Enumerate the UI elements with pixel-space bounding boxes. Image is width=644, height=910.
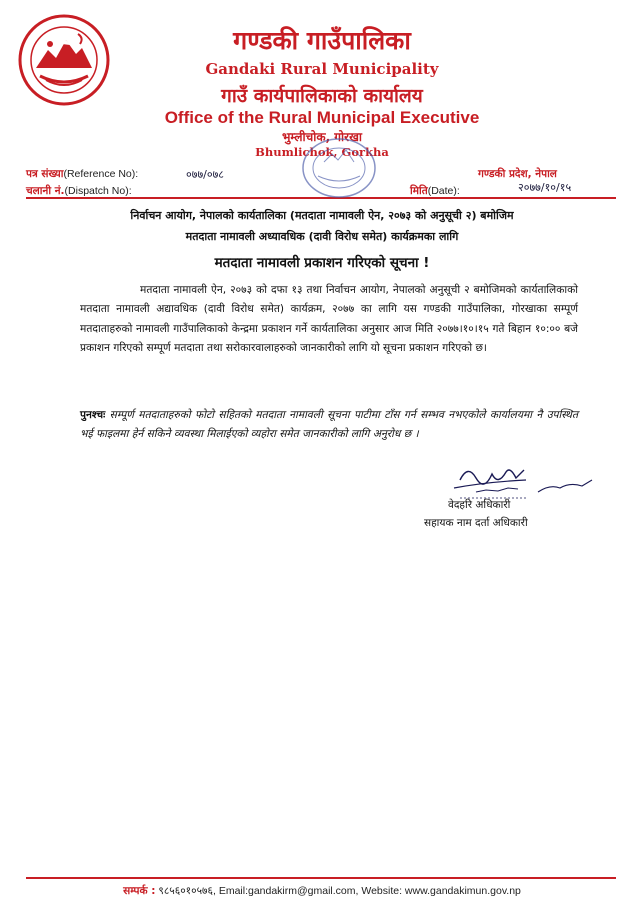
- notice-postscript: [80, 406, 578, 445]
- notice-title: मतदाता नामावली प्रकाशन गरिएको सूचना !: [214, 255, 430, 271]
- office-name-english: Office of the Rural Municipal Executive: [164, 108, 480, 127]
- footer-contact: [0, 884, 644, 898]
- place-english: Bhumlichok, Gorkha: [255, 145, 389, 159]
- date-label-nepali: मिति: [410, 185, 428, 197]
- dispatch-label-nepali: चलानी नं.: [26, 185, 65, 197]
- notice-heading-line2: मतदाता नामावली अध्यावधिक (दावी विरोध समेत) कार्यक्रमका लागि: [185, 230, 459, 243]
- date-label-english: (Date):: [427, 185, 460, 197]
- org-name-english: Gandaki Rural Municipality: [205, 60, 439, 78]
- province-text: गण्डकी प्रदेश, नेपाल: [478, 168, 557, 180]
- contact-website: Website: www.gandakimun.gov.np: [361, 885, 521, 897]
- notice-heading-line1: निर्वाचन आयोग, नेपालको कार्यतालिका (मतदाता नामावली ऐन, २०७३ को अनुसूची २) बमोजिम: [130, 209, 514, 222]
- postscript-text: सम्पूर्ण मतदाताहरुको फोटो सहितको मतदाता नामावली सूचना पाटीमा टाँस गर्न सम्भव नभएकोले कार्यालयमा नै उपस्थित भई फाइलमा हेर्न सकिने व्यवस्था मिलाईएको व्यहोरा समेत जानकारीको लागि अनुरोध छ ।: [80, 409, 578, 441]
- contact-phone: ९८५६०१०५७६,: [158, 885, 216, 897]
- org-name-nepali: गण्डकी गाउँपालिका: [233, 26, 411, 55]
- signatory-name: वेदहरि अधिकारी: [448, 499, 511, 511]
- place-nepali: भुम्लीचोक, गोरखा: [281, 130, 363, 144]
- reference-number-value: ०७७/०७८: [186, 168, 225, 181]
- office-stamp-seal: [300, 136, 378, 200]
- dispatch-label-english: (Dispatch No):: [64, 185, 132, 197]
- reference-label-english: (Reference No):: [63, 168, 139, 180]
- reference-label-nepali: पत्र संख्या: [26, 168, 64, 180]
- footer-divider: [26, 877, 616, 879]
- date-label: [410, 184, 460, 198]
- contact-email: Email:gandakirm@gmail.com,: [218, 885, 359, 897]
- notice-body-paragraph: मतदाता नामावली ऐन, २०७३ को दफा १३ तथा निर्वाचन आयोग, नेपालको अनुसूची २ बमोजिमको कार्यतालिकाको मतदाता नामावली अद्यावधिक (दावी विरोध समेत) कार्यक्रम, २०७७ का लागि यस गण्डकी गाउँपालिका, गोरखाका सम्पूर्ण मतदाताहरुको नामावली गाउँपालिकाको केन्द्रमा प्रकाशन गर्ने कार्यतालिका अनुसार आज मिति २०७७।१०।१५ गते बिहान १०:०० बजे प्रकाशन गरिएको सम्पूर्ण मतदाता तथा सरोकारवालाहरुको जानकारीको लागि यो सूचना प्रकाशन गरिएको छ।: [80, 284, 578, 354]
- date-value: २०७७/१०/१५: [518, 181, 572, 194]
- contact-label: सम्पर्क :: [123, 885, 156, 897]
- office-name-nepali: गाउँ कार्यपालिकाको कार्यालय: [221, 85, 423, 107]
- postscript-label: पुनश्चः: [80, 409, 106, 421]
- signatory-title: सहायक नाम दर्ता अधिकारी: [424, 517, 528, 529]
- province-label: [478, 167, 557, 181]
- dispatch-number-label: [26, 184, 132, 198]
- reference-number-label: [26, 167, 138, 181]
